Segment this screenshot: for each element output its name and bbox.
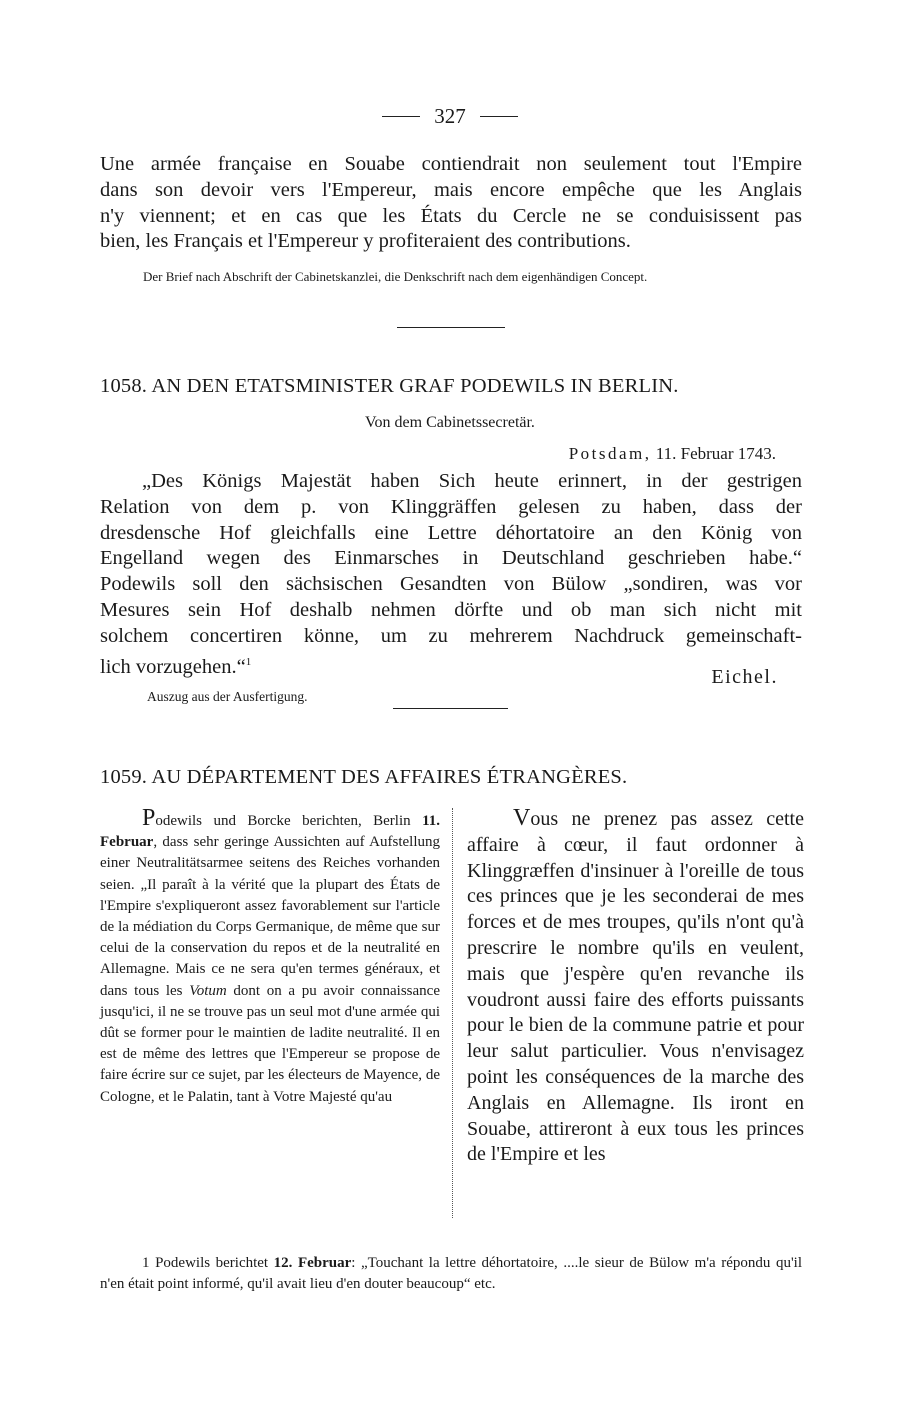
paragraph-line <box>100 650 802 681</box>
paragraph-line: Podewils soll den sächsischen Gesandten von Bülow „sondiren, was vor <box>100 573 802 596</box>
footnote-text: Podewils berichtet <box>155 1255 274 1271</box>
letter-1058-source-note: Auszug aus der Ausfertigung. <box>147 689 308 704</box>
paragraph-line-text: lich vorzugehen.“ <box>100 655 246 678</box>
summary-italic: Votum <box>189 982 227 999</box>
letter-1059-reply-column <box>467 806 804 1168</box>
paragraph-line: solchem concertiren könne, um zu mehrerem Nachdruck gemeinschaft- <box>100 624 802 647</box>
dropcap: V <box>513 805 531 831</box>
indent <box>100 1255 142 1271</box>
letter-1059-heading: 1059. AU DÉPARTEMENT DES AFFAIRES ÉTRANGÈRES. <box>100 766 628 788</box>
summary-text: , dass sehr geringe Aussichten auf Aufstellung einer Neutralitätsarmee seitens des Reiches vorhanden seien. „Il paraît à la vérité que la plupart des États de l'Empire s'expliqueront assez favorablement sur l'article de la médiation du Corps Germanique, de même que sur celui de la conservation du repos et de la neutralité en Allemagne. Mais ce ne sera qu'en termes généraux, et dans tous les <box>100 834 440 999</box>
footnote-text: : „Touchant la lettre déhortatoire, ....le sieur de Bülow m'a répondu qu'il n'en était point informé, qu'il avait lieu d'en douter beaucoup“ etc. <box>100 1255 802 1293</box>
summary-text: odewils und Borcke berichten, Berlin <box>155 813 423 829</box>
summary-text: dont on a pu avoir connaissance jusqu'ici, il ne se trouve pas un seul mot d'une armée qui dût se former pour le maintien de ladite neutralité. Il en est de même des lettres que l'Empereur se propose de faire écrire sur ce sujet, par les électeurs de Mayence, de Cologne, et le Palatin, tant à Votre Majesté qu'au <box>100 982 440 1105</box>
paragraph-line: bien, les Français et l'Empereur y profiteraient des contributions. <box>100 230 631 253</box>
letter-1058-date: 11. Februar 1743. <box>655 444 776 463</box>
letter-1058-body <box>100 469 802 680</box>
page-number-text: 327 <box>434 104 466 128</box>
source-note: Der Brief nach Abschrift der Cabinetskanzlei, die Denkschrift nach dem eigenhändigen Concept. <box>143 269 648 284</box>
paragraph-line: Une armée française en Souabe contiendrait non seulement tout l'Empire <box>100 153 802 175</box>
indent <box>467 808 513 830</box>
indent <box>100 813 142 829</box>
paragraph-line: „Des Königs Majestät haben Sich heute erinnert, in der gestrigen <box>142 470 802 492</box>
paragraph-line: dans son devoir vers l'Empereur, mais encore empêche que les Anglais <box>100 178 802 201</box>
letter-1058-heading: 1058. AN DEN ETATSMINISTER GRAF PODEWILS IN BERLIN. <box>100 375 679 397</box>
paragraph-line: n'y viennent; et en cas que les États du Cercle ne se conduisissent pas <box>100 204 802 227</box>
footnote <box>100 1253 802 1296</box>
letter-1058-dateline <box>569 444 776 464</box>
reply-text: ous ne prenez pas assez cette affaire à cœur, il faut ordonner à Klinggræffen d'insinuer à l'oreille de tous ces princes que je les seconderai de mes forces et de mes troupes, qu'ils n'ont qu'à prescrire le nombre qu'ils en veulent, mais que j'espère qu'en revanche ils voudront aussi faire des efforts puissants pour le bien de la commune patrie et pour leur salut particulier. Vous n'envisagez point les conséquences de la marche des Anglais en Allemagne. Ils iront en Souabe, attireront à eux tous les princes de l'Empire et les <box>467 808 804 1166</box>
page-number-dash-left <box>382 116 420 117</box>
letter-1058-signature: Eichel. <box>711 666 778 688</box>
section-divider <box>393 708 508 709</box>
paragraph-line: Mesures sein Hof deshalb nehmen dörfte und ob man sich nicht mit <box>100 598 802 621</box>
section-divider <box>397 327 505 328</box>
footnote-marker: 1 <box>142 1255 150 1271</box>
summary-date: 11. Februar <box>100 813 440 851</box>
footnote-date: 12. Februar <box>273 1255 352 1271</box>
letter-1058-sender: Von dem Cabinetssecretär. <box>365 414 535 431</box>
column-divider <box>452 808 453 1218</box>
letter-1058-place: Potsdam, <box>568 444 652 463</box>
paragraph-line: dresdensche Hof gleichfalls eine Lettre déhortatoire an den König von <box>100 521 802 544</box>
page-number-dash-right <box>480 116 518 117</box>
top-paragraph <box>100 152 802 255</box>
paragraph-line: Relation von dem p. von Klinggräffen gelesen zu haben, dass der <box>100 495 802 518</box>
page-number <box>0 104 900 128</box>
paragraph-line: Engelland wegen des Einmarsches in Deutschland geschrieben habe.“ <box>100 547 802 570</box>
letter-1059-summary-column <box>100 805 440 1108</box>
footnote-ref[interactable]: 1 <box>245 655 252 668</box>
dropcap: P <box>142 805 156 831</box>
